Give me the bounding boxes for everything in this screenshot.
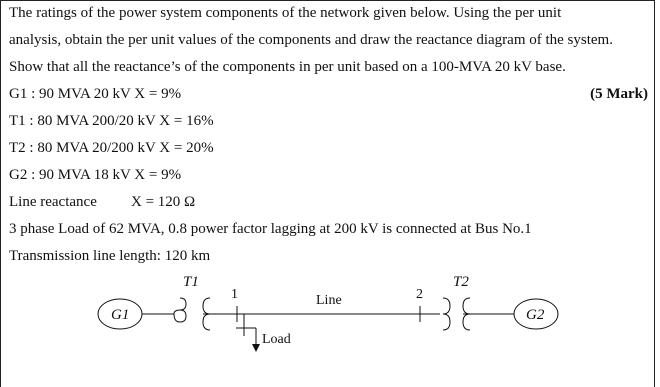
load-arrow-icon bbox=[252, 344, 260, 352]
line-reactance-label: Line reactance bbox=[9, 194, 97, 210]
intro-line-3: Show that all the reactance’s of the components in per unit based on a 100-MVA 20 kV base. bbox=[9, 59, 566, 75]
g2-label: G2 bbox=[526, 307, 545, 323]
t2-primary-coil bbox=[443, 298, 450, 330]
g2-spec: G2 : 90 MVA 18 kV X = 9% bbox=[9, 167, 182, 183]
t1-label: T1 bbox=[183, 274, 199, 290]
t2-label: T2 bbox=[453, 274, 469, 290]
line-reactance-value: X = 120 Ω bbox=[131, 194, 196, 210]
bus-1-label: 1 bbox=[231, 287, 238, 302]
intro-line-2: analysis, obtain the per unit values of the components and draw the reactance diagram of the system. bbox=[9, 32, 613, 48]
t1-primary-coil bbox=[174, 298, 186, 322]
t2-spec: T2 : 80 MVA 20/200 kV X = 20% bbox=[9, 140, 214, 156]
g1-spec: G1 : 90 MVA 20 kV X = 9% bbox=[9, 86, 182, 102]
marks-label: (5 Mark) bbox=[590, 86, 648, 102]
g1-label: G1 bbox=[111, 307, 130, 323]
line-label: Line bbox=[316, 293, 342, 308]
bus-2-label: 2 bbox=[416, 287, 423, 302]
load-description: 3 phase Load of 62 MVA, 0.8 power factor lagging at 200 kV is connected at Bus No.1 bbox=[9, 221, 532, 237]
line-length: Transmission line length: 120 km bbox=[9, 248, 211, 264]
t1-spec: T1 : 80 MVA 200/20 kV X = 16% bbox=[9, 113, 214, 129]
intro-line-1: The ratings of the power system components of the network given below. Using the per unit bbox=[9, 5, 562, 21]
load-label: Load bbox=[262, 332, 291, 347]
single-line-diagram bbox=[0, 268, 660, 387]
